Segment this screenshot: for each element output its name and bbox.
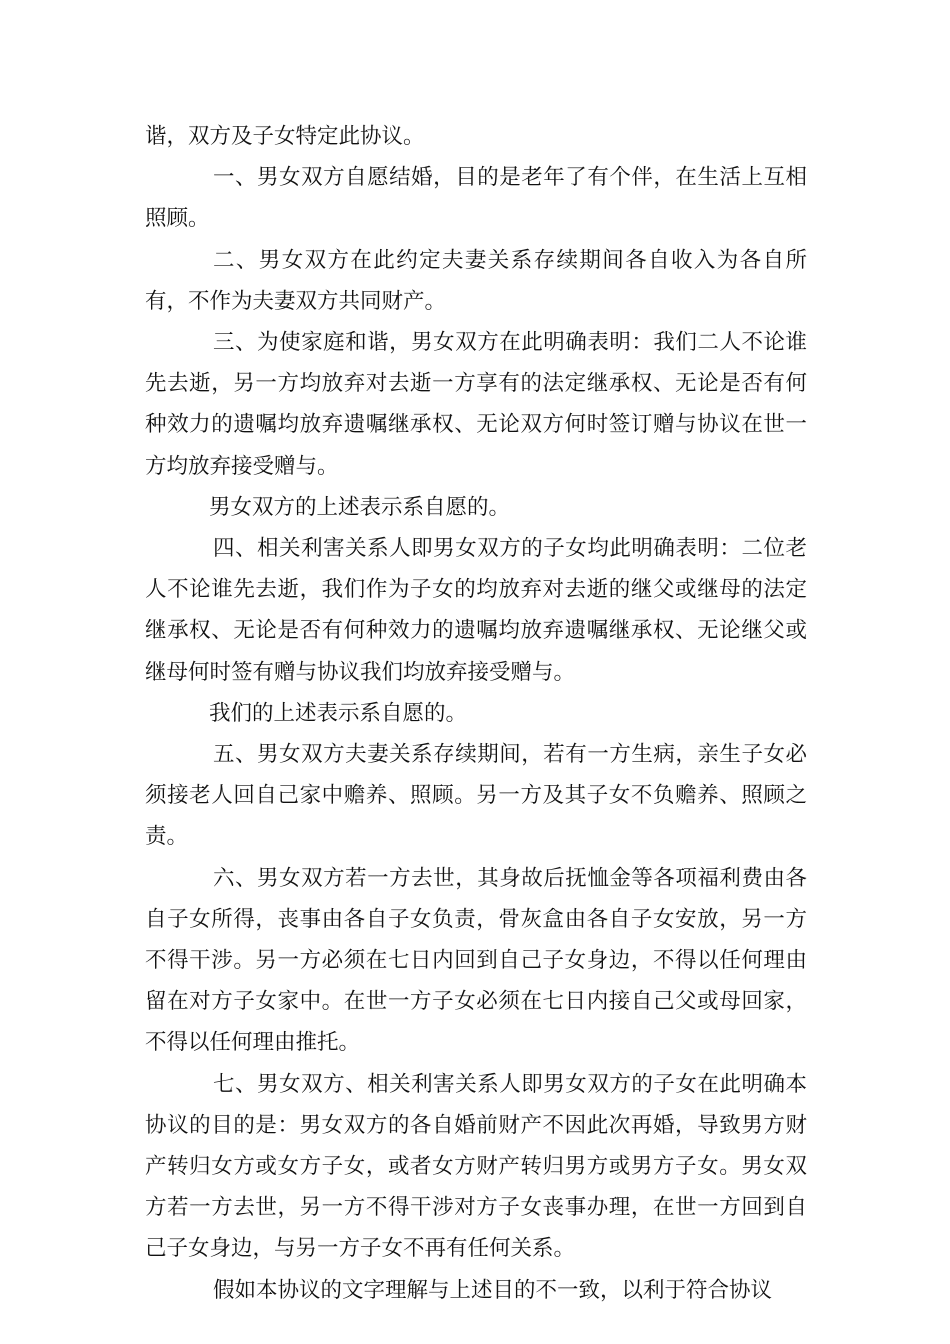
paragraph-statement-children: 我们的上述表示系自愿的。	[209, 700, 468, 726]
paragraph-statement-couple: 男女双方的上述表示系自愿的。	[209, 494, 511, 520]
paragraph-continuation: 谐，双方及子女特定此协议。	[145, 124, 425, 149]
paragraph-clause-3: 三、为使家庭和谐，男女双方在此明确表明：我们二人不论谁先去逝，另一方均放弃对去逝一方享有的法定继承权、无论是否有何种效力的遗嘱均放弃遗嘱继承权、无论双方何时签订赠与协议在世一方均放弃接受赠与。	[145, 330, 807, 479]
paragraph-clause-5: 五、男女双方夫妻关系存续期间，若有一方生病，亲生子女必须接老人回自己家中赡养、照顾。另一方及其子女不负赡养、照顾之责。	[145, 742, 807, 850]
paragraph-clause-4: 四、相关利害关系人即男女双方的子女均此明确表明：二位老人不论谁先去逝，我们作为子女的均放弃对去逝的继父或继母的法定继承权、无论是否有何种效力的遗嘱均放弃遗嘱继承权、无论继父或继母何时签有赠与协议我们均放弃接受赠与。	[145, 536, 807, 685]
paragraph-interpretation: 假如本协议的文字理解与上述目的不一致，以利于符合协议	[213, 1277, 773, 1303]
paragraph-clause-6: 六、男女双方若一方去世，其身故后抚恤金等各项福利费由各自子女所得，丧事由各自子女负责，骨灰盒由各自子女安放，另一方不得干涉。另一方必须在七日内回到自己子女身边，不得以任何理由留在对方子女家中。在世一方子女必须在七日内接自己父或母回家，不得以任何理由推托。	[145, 865, 807, 1056]
paragraph-clause-2: 二、男女双方在此约定夫妻关系存续期间各自收入为各自所有，不作为夫妻双方共同财产。	[145, 247, 807, 314]
document-body	[145, 116, 807, 1311]
paragraph-clause-7: 七、男女双方、相关利害关系人即男女双方的子女在此明确本协议的目的是：男女双方的各自婚前财产不因此次再婚，导致男方财产转归女方或女方子女，或者女方财产转归男方或男方子女。男女双方若一方去世，另一方不得干涉对方子女丧事办理，在世一方回到自己子女身边，与另一方子女不再有任何关系。	[145, 1071, 807, 1262]
paragraph-clause-1: 一、男女双方自愿结婚，目的是老年了有个伴，在生活上互相照顾。	[145, 165, 807, 232]
